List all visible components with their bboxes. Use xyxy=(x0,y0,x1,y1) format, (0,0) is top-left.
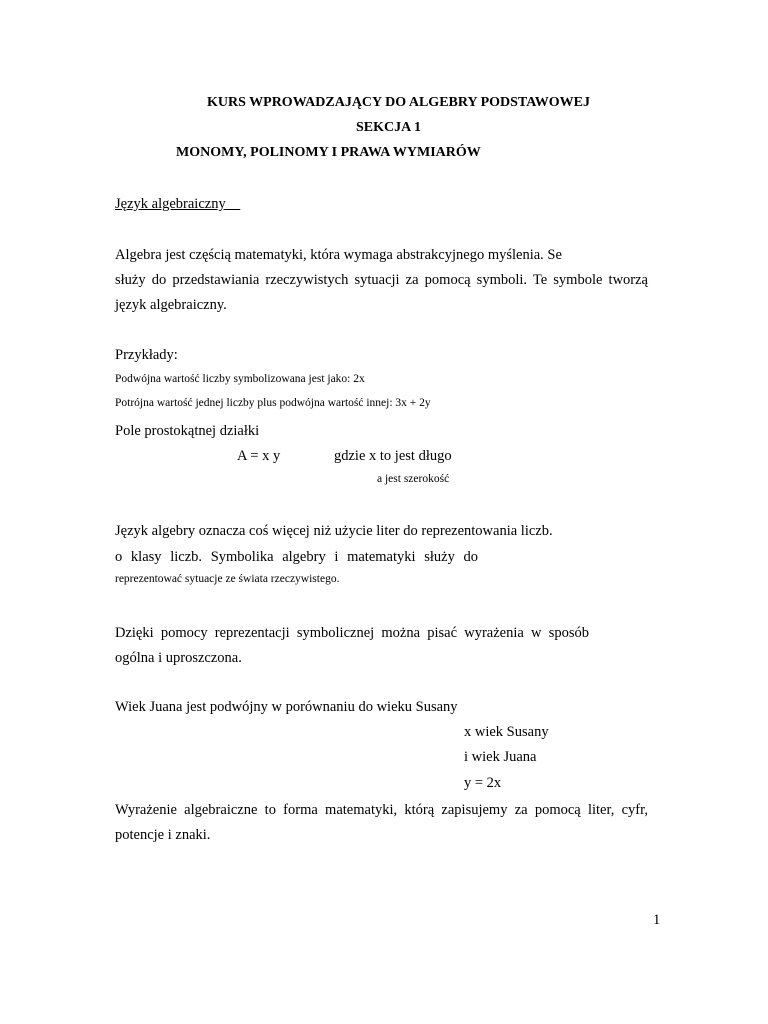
example-age-statement: Wiek Juana jest podwójny w porównaniu do wieku Susany xyxy=(115,699,458,715)
example-double-value: Podwójna wartość liczby symbolizowana jest jako: 2x xyxy=(115,373,365,385)
section-subtitle: MONOMY, POLINOMY I PRAWA WYMIARÓW xyxy=(176,145,481,160)
section-label: SEKCJA 1 xyxy=(356,120,421,135)
para1-line1: Algebra jest częścią matematyki, która wymaga abstrakcyjnego myślenia. Se xyxy=(115,247,562,263)
examples-label: Przykłady: xyxy=(115,347,178,363)
heading-algebraic-language: Język algebraiczny xyxy=(115,196,226,212)
example-triple-value: Potrójna wartość jednej liczby plus podwójna wartość innej: 3x + 2y xyxy=(115,397,431,409)
document-title: KURS WPROWADZAJĄCY DO ALGEBRY PODSTAWOWEJ xyxy=(207,95,590,110)
para4-line1: Wyrażenie algebraiczne to forma matematyki, którą zapisujemy za pomocą liter, cyfr, xyxy=(115,802,648,818)
area-formula: A = x y xyxy=(237,448,281,464)
para3-line2: ogólna i uproszczona. xyxy=(115,650,242,666)
para1-line3: język algebraiczny. xyxy=(115,297,227,313)
para3-line1: Dzięki pomocy reprezentacji symbolicznej można pisać wyrażenia w sposób xyxy=(115,625,589,641)
para4-line2: potencje i znaki. xyxy=(115,827,211,843)
para2-line1: Język algebry oznacza coś więcej niż użycie liter do reprezentowania liczb. xyxy=(115,523,553,539)
page-number: 1 xyxy=(653,912,661,928)
para2-line3: reprezentować sytuacje ze świata rzeczywistego. xyxy=(115,573,340,585)
para1-line2: służy do przedstawiania rzeczywistych sytuacji za pomocą symboli. Te symbole tworzą xyxy=(115,272,648,288)
variable-y-definition: i wiek Juana xyxy=(464,749,537,765)
example-rectangle-area: Pole prostokątnej działki xyxy=(115,423,260,439)
variable-x-definition: x wiek Susany xyxy=(464,724,549,740)
para2-line2: o klasy liczb. Symbolika algebry i matematyki służy do xyxy=(115,549,478,565)
formula-where-width: a jest szerokość xyxy=(377,473,450,485)
age-equation: y = 2x xyxy=(464,775,502,791)
formula-where-length: gdzie x to jest długo xyxy=(334,448,452,464)
